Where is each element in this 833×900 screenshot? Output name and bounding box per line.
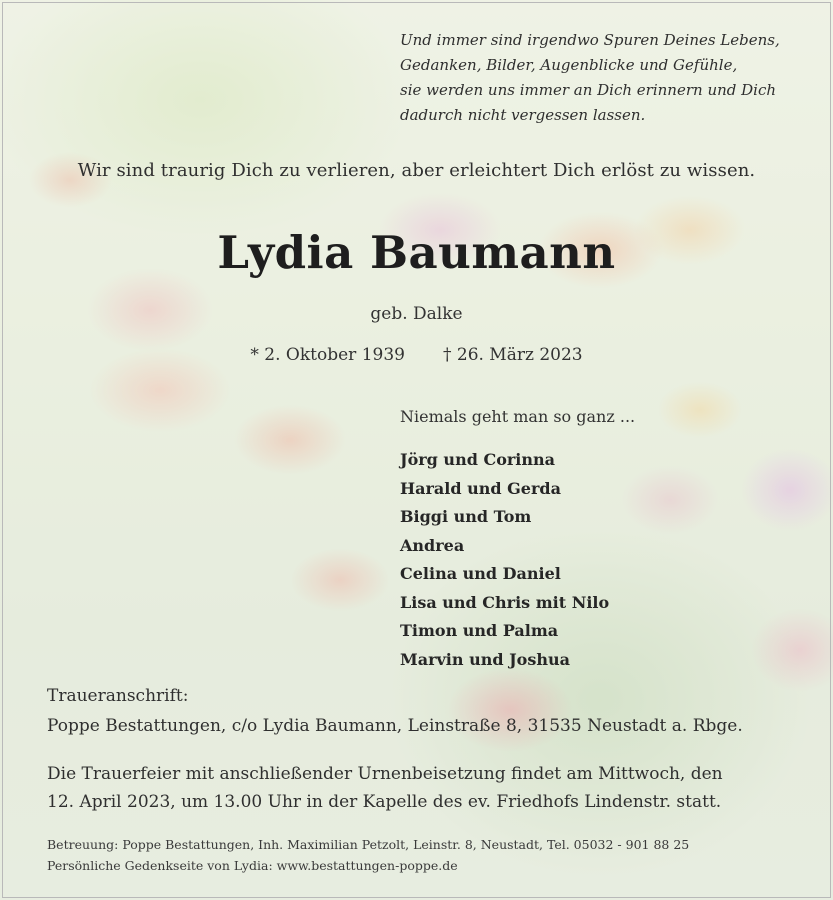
farewell-line: Niemals geht man so ganz ... — [400, 407, 636, 426]
footer-notes — [47, 834, 689, 876]
death-date: † 26. März 2023 — [442, 345, 583, 365]
mourner-item: Biggi und Tom — [400, 507, 532, 526]
poem-line: sie werden uns immer an Dich erinnern und Dich — [400, 81, 777, 99]
poem — [400, 28, 810, 128]
mourner-item: Jörg und Corinna — [400, 450, 555, 469]
life-dates — [0, 345, 833, 365]
mourner-item: Timon und Palma — [400, 621, 559, 640]
funeral-service-info — [47, 760, 807, 816]
service-line: 12. April 2023, um 13.00 Uhr in der Kapelle des ev. Friedhofs Lindenstr. statt. — [47, 792, 722, 812]
poem-line: Und immer sind irgendwo Spuren Deines Lebens, — [400, 31, 780, 49]
mourners-list — [400, 446, 609, 674]
poem-line: dadurch nicht vergessen lassen. — [400, 106, 646, 124]
mourner-item: Marvin und Joshua — [400, 649, 570, 669]
mourner-item: Celina und Daniel — [400, 564, 561, 583]
lead-sentence: Wir sind traurig Dich zu verlieren, aber erleichtert Dich erlöst zu wissen. — [77, 160, 756, 181]
mourner-item: Andrea — [400, 535, 465, 555]
birth-name: geb. Dalke — [370, 304, 463, 324]
address-label: Traueranschrift: — [47, 686, 189, 706]
service-line: Die Trauerfeier mit anschließender Urnenbeisetzung findet am Mittwoch, den — [47, 764, 723, 784]
birth-date: * 2. Oktober 1939 — [250, 345, 405, 365]
footer-line-undertaker: Betreuung: Poppe Bestattungen, Inh. Maximilian Petzolt, Leinstr. 8, Neustadt, Tel. 05032 - 901 88 25 — [47, 837, 690, 852]
deceased-name: Lydia Baumann — [217, 226, 616, 279]
mourning-address: Poppe Bestattungen, c/o Lydia Baumann, Leinstraße 8, 31535 Neustadt a. Rbge. — [47, 716, 743, 736]
mourner-item: Harald und Gerda — [400, 478, 561, 498]
footer-line-memorial-page: Persönliche Gedenkseite von Lydia: www.bestattungen-poppe.de — [47, 858, 458, 873]
mourner-item: Lisa und Chris mit Nilo — [400, 592, 610, 612]
poem-line: Gedanken, Bilder, Augenblicke und Gefühle, — [400, 56, 738, 74]
